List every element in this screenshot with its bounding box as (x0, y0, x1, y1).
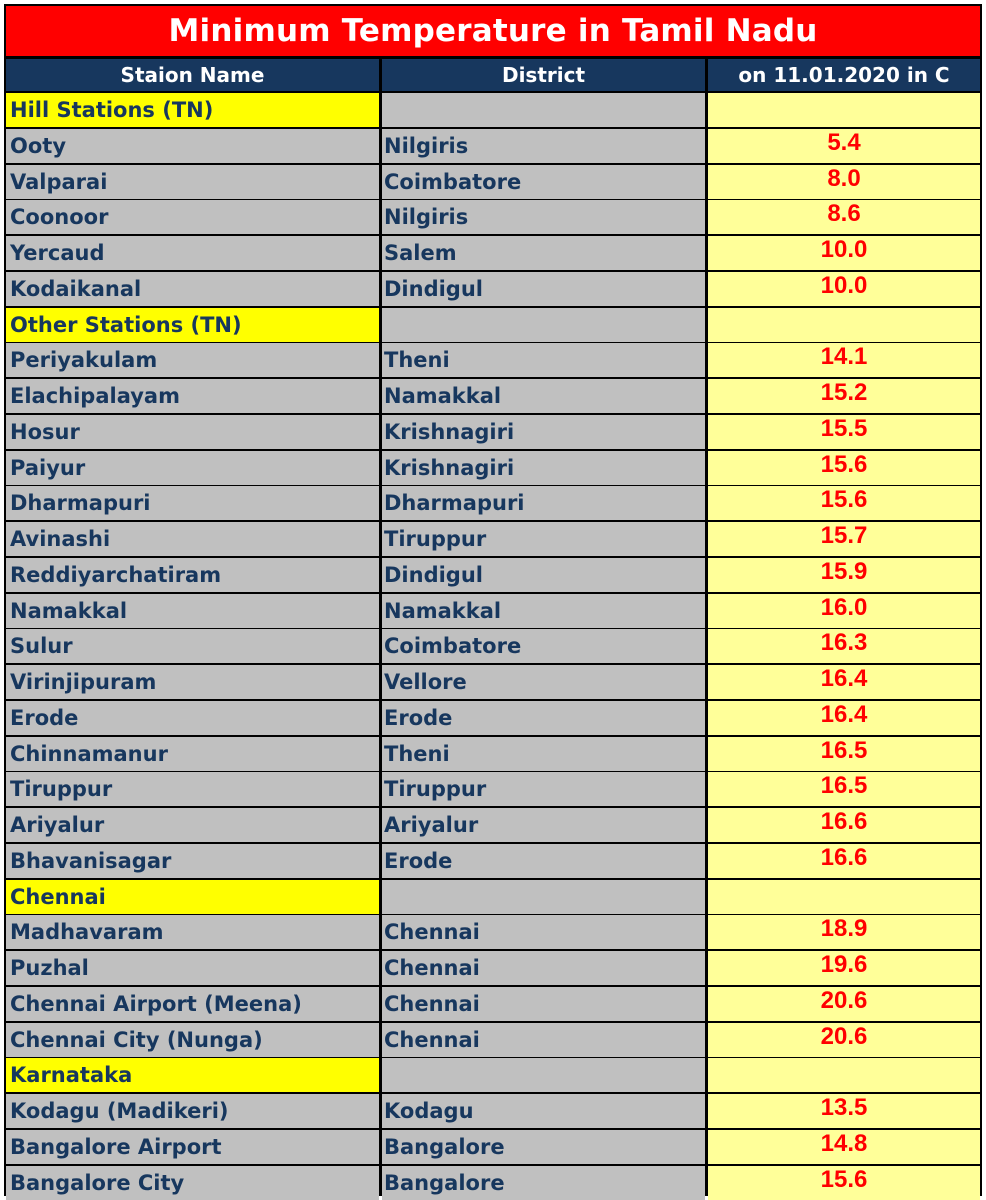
district-cell: Namakkal (382, 594, 705, 628)
temperature-cell (708, 1058, 980, 1092)
section-label: Hill Stations (TN) (6, 93, 379, 127)
temperature-cell: 5.4 (708, 129, 980, 163)
temperature-cell: 15.6 (708, 486, 980, 520)
station-name-cell: Avinashi (6, 522, 379, 556)
station-name-cell: Kodaikanal (6, 272, 379, 306)
table-row (6, 951, 980, 985)
district-cell: Erode (382, 701, 705, 735)
station-name-cell: Erode (6, 701, 379, 735)
temperature-cell: 16.5 (708, 737, 980, 771)
station-name-cell: Dharmapuri (6, 486, 379, 520)
temperature-cell: 16.6 (708, 808, 980, 842)
district-cell: Chennai (382, 951, 705, 985)
district-cell: Nilgiris (382, 129, 705, 163)
district-cell: Krishnagiri (382, 451, 705, 485)
table-row (6, 343, 980, 377)
district-cell: Erode (382, 844, 705, 878)
temperature-cell: 16.4 (708, 665, 980, 699)
station-name-cell: Ariyalur (6, 808, 379, 842)
table-row (6, 165, 980, 199)
temperature-cell: 16.4 (708, 701, 980, 735)
temperature-cell: 20.6 (708, 1023, 980, 1057)
district-cell (382, 880, 705, 914)
section-label: Other Stations (TN) (6, 308, 379, 342)
temperature-cell: 13.5 (708, 1094, 980, 1128)
temperature-cell: 18.9 (708, 915, 980, 949)
temperature-cell: 15.7 (708, 522, 980, 556)
header-district: District (382, 59, 705, 91)
station-name-cell: Elachipalayam (6, 379, 379, 413)
district-cell: Dindigul (382, 558, 705, 592)
district-cell: Chennai (382, 987, 705, 1021)
station-name-cell: Kodagu (Madikeri) (6, 1094, 379, 1128)
table-row (6, 772, 980, 806)
station-name-cell: Puzhal (6, 951, 379, 985)
station-name-cell: Periyakulam (6, 343, 379, 377)
station-name-cell: Paiyur (6, 451, 379, 485)
table-title: Minimum Temperature in Tamil Nadu (6, 6, 980, 56)
table-row (6, 558, 980, 592)
station-name-cell: Tiruppur (6, 772, 379, 806)
station-name-cell: Bhavanisagar (6, 844, 379, 878)
table-row (6, 1130, 980, 1164)
temperature-cell: 16.6 (708, 844, 980, 878)
temperature-cell: 15.6 (708, 1166, 980, 1200)
station-name-cell: Namakkal (6, 594, 379, 628)
district-cell: Krishnagiri (382, 415, 705, 449)
temperature-cell: 14.1 (708, 343, 980, 377)
station-name-cell: Hosur (6, 415, 379, 449)
temperature-cell: 8.6 (708, 200, 980, 234)
table-row (6, 129, 980, 163)
header-station-name: Staion Name (6, 59, 379, 91)
temperature-table (4, 4, 982, 1196)
station-name-cell: Valparai (6, 165, 379, 199)
temperature-cell (708, 308, 980, 342)
district-cell (382, 308, 705, 342)
table-row (6, 737, 980, 771)
table-row (6, 665, 980, 699)
table-row (6, 844, 980, 878)
district-cell: Chennai (382, 1023, 705, 1057)
district-cell: Nilgiris (382, 200, 705, 234)
station-name-cell: Bangalore Airport (6, 1130, 379, 1164)
station-name-cell: Virinjipuram (6, 665, 379, 699)
table-row (6, 415, 980, 449)
district-cell: Kodagu (382, 1094, 705, 1128)
station-name-cell: Chennai City (Nunga) (6, 1023, 379, 1057)
table-row (6, 200, 980, 234)
district-cell: Theni (382, 737, 705, 771)
table-row (6, 451, 980, 485)
district-cell: Bangalore (382, 1130, 705, 1164)
district-cell: Ariyalur (382, 808, 705, 842)
station-name-cell: Sulur (6, 629, 379, 663)
temperature-cell: 19.6 (708, 951, 980, 985)
station-name-cell: Chinnamanur (6, 737, 379, 771)
temperature-cell (708, 880, 980, 914)
section-row (6, 308, 980, 342)
section-label: Chennai (6, 880, 379, 914)
district-cell: Bangalore (382, 1166, 705, 1200)
table-row (6, 594, 980, 628)
section-label: Karnataka (6, 1058, 379, 1092)
temperature-cell: 20.6 (708, 987, 980, 1021)
district-cell (382, 1058, 705, 1092)
temperature-cell: 16.3 (708, 629, 980, 663)
district-cell: Salem (382, 236, 705, 270)
station-name-cell: Bangalore City (6, 1166, 379, 1200)
temperature-cell: 16.0 (708, 594, 980, 628)
header-temperature: on 11.01.2020 in C (708, 59, 980, 91)
section-row (6, 93, 980, 127)
table-row (6, 629, 980, 663)
district-cell: Coimbatore (382, 165, 705, 199)
table-row (6, 701, 980, 735)
table-row (6, 379, 980, 413)
station-name-cell: Madhavaram (6, 915, 379, 949)
district-cell: Vellore (382, 665, 705, 699)
table-row (6, 808, 980, 842)
section-row (6, 880, 980, 914)
station-name-cell: Ooty (6, 129, 379, 163)
temperature-cell: 10.0 (708, 236, 980, 270)
station-name-cell: Reddiyarchatiram (6, 558, 379, 592)
station-name-cell: Yercaud (6, 236, 379, 270)
district-cell: Tiruppur (382, 522, 705, 556)
district-cell: Dharmapuri (382, 486, 705, 520)
table-row (6, 915, 980, 949)
temperature-cell: 15.6 (708, 451, 980, 485)
temperature-cell: 15.2 (708, 379, 980, 413)
table-row (6, 272, 980, 306)
table-row (6, 522, 980, 556)
district-cell: Chennai (382, 915, 705, 949)
temperature-cell: 16.5 (708, 772, 980, 806)
temperature-cell (708, 93, 980, 127)
table-row (6, 1166, 980, 1200)
table-row (6, 1094, 980, 1128)
table-row (6, 486, 980, 520)
table-row (6, 1023, 980, 1057)
table-row (6, 987, 980, 1021)
section-row (6, 1058, 980, 1092)
temperature-cell: 10.0 (708, 272, 980, 306)
table-row (6, 236, 980, 270)
district-cell: Theni (382, 343, 705, 377)
station-name-cell: Coonoor (6, 200, 379, 234)
temperature-cell: 15.5 (708, 415, 980, 449)
temperature-cell: 8.0 (708, 165, 980, 199)
district-cell (382, 93, 705, 127)
header-row (6, 59, 980, 91)
temperature-cell: 14.8 (708, 1130, 980, 1164)
district-cell: Namakkal (382, 379, 705, 413)
district-cell: Tiruppur (382, 772, 705, 806)
temperature-cell: 15.9 (708, 558, 980, 592)
district-cell: Dindigul (382, 272, 705, 306)
district-cell: Coimbatore (382, 629, 705, 663)
station-name-cell: Chennai Airport (Meena) (6, 987, 379, 1021)
